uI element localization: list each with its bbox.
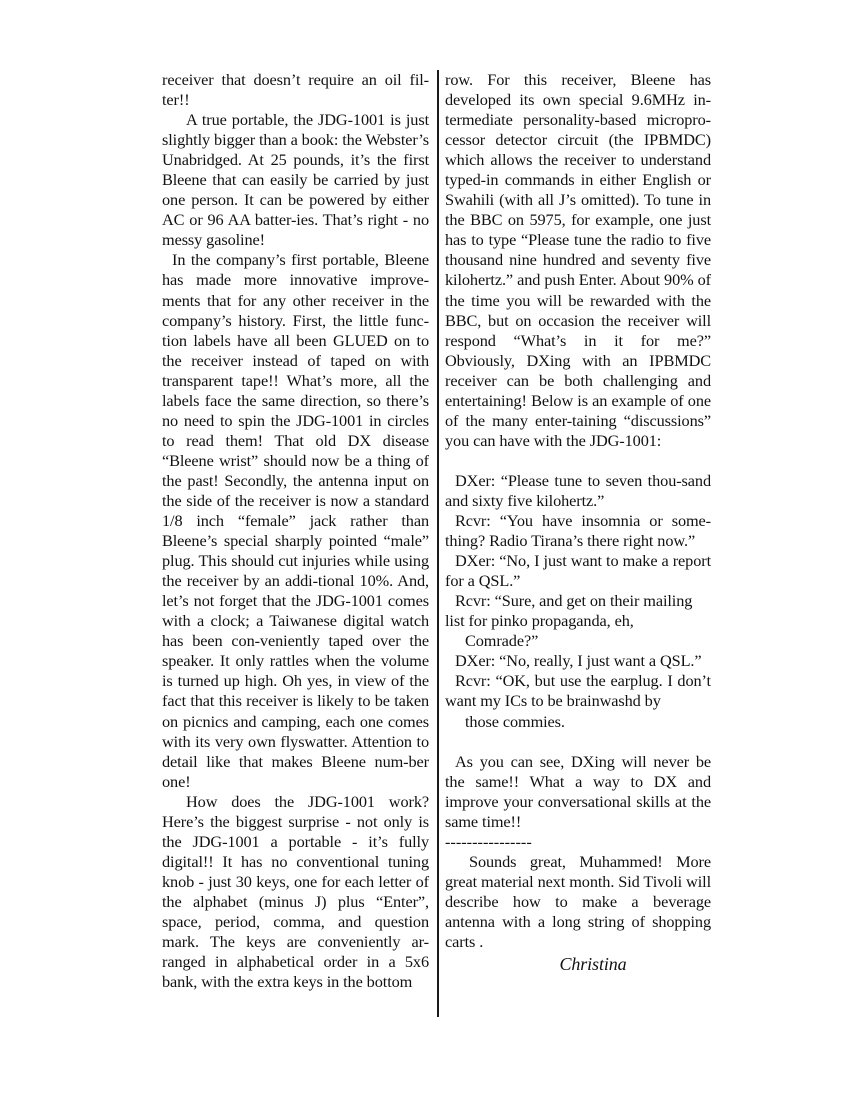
paragraph: row. For this receiver, Bleene has developed its own special 9.6MHz in-termediate personality-based micropro-cessor detector circuit (the IPBMDC) which allows the receiver to understand typed-in commands in either English or Swahili (with all J’s omitted). To tune in the BBC on 5975, for example, one just has to type “Please tune the radio to five thousand nine hundred and seventy five kilohertz.” and push Enter. About 90% of the time you will be rewarded with the BBC, but on occasion the receiver will respond “What’s in it for me?” Obviously, DXing with an IPBMDC receiver can be both challenging and entertaining! Below is an example of one of the many enter-taining “discussions” you can have with the JDG-1001: — [445, 70, 711, 450]
dialogue-line: DXer: “No, really, I just want a QSL.” — [455, 651, 702, 671]
column-divider — [437, 70, 439, 1017]
paragraph: As you can see, DXing will never be the same!! What a way to DX and improve your conversational skills at the same time!! — [445, 751, 711, 831]
dialogue-line: DXer: “Please tune to seven thou-sand and sixty five kilohertz.” — [445, 470, 711, 510]
left-text-column — [162, 70, 429, 992]
dialogue-line: Rcvr: “OK, but use the earplug. I don’t want my ICs to be brainwashd by — [445, 671, 711, 711]
dialogue-line: DXer: “No, I just want to make a report for a QSL.” — [445, 551, 711, 591]
spacer — [445, 451, 711, 471]
right-text-column — [445, 70, 711, 974]
dialogue-line: those commies. — [465, 711, 565, 731]
paragraph: In the company’s first portable, Bleene has made more innovative improve-ments that for any other receiver in the company’s history. First, the little func-tion labels have all been GLUED on to the receiver instead of taped on with transparent tape!! What’s more, all the labels face the same direction, so there’s no need to spin the JDG-1001 in circles to read them! That old DX disease “Bleene wrist” should now be a thing of the past! Secondly, the antenna input on the side of the receiver is now a standard 1/8 inch “female” jack rather than Bleene’s special sharply pointed “male” plug. This should cut injuries while using the receiver by an addi-tional 10%. And, let’s not forget that the JDG-1001 comes with a clock; a Taiwanese digital watch has been con-veniently taped over the speaker. It only rattles when the volume is turned up high. Oh yes, in view of the fact that this receiver is likely to be taken on picnics and camping, each one comes with its very own flyswatter. Attention to detail like that makes Bleene num-ber one! — [162, 250, 429, 791]
paragraph: A true portable, the JDG-1001 is just slightly bigger than a book: the Webster’s Unabridged. At 25 pounds, it’s the first Bleene that can easily be carried by just one person. It can be powered by either AC or 96 AA batter-ies. That’s right - no messy gasoline! — [162, 110, 430, 250]
paragraph: How does the JDG-1001 work? Here’s the biggest surprise - not only is the JDG-1001 a portable - it’s fully digital!! It has no conventional tuning knob - just 30 keys, one for each letter of the alphabet (minus J) plus “Enter”, space, period, comma, and question mark. The keys are conveniently ar-ranged in alphabetical order in a 5x6 bank, with the extra keys in the bottom — [162, 791, 429, 992]
spacer — [445, 732, 711, 752]
paragraph: receiver that doesn’t require an oil fil-ter!! — [162, 70, 429, 110]
dialogue-line: Comrade?” — [465, 631, 539, 651]
signature: Christina — [559, 954, 627, 975]
separator-line: ---------------- — [445, 831, 532, 851]
dialogue-line: Rcvr: “Sure, and get on their mailing list for pinko propaganda, eh, — [445, 591, 693, 631]
paragraph: Sounds great, Muhammed! More great material next month. Sid Tivoli will describe how to make a beverage antenna with a long string of shopping carts . — [445, 851, 711, 952]
dialogue-line: Rcvr: “You have insomnia or some-thing? Radio Tirana’s there right now.” — [445, 511, 711, 551]
